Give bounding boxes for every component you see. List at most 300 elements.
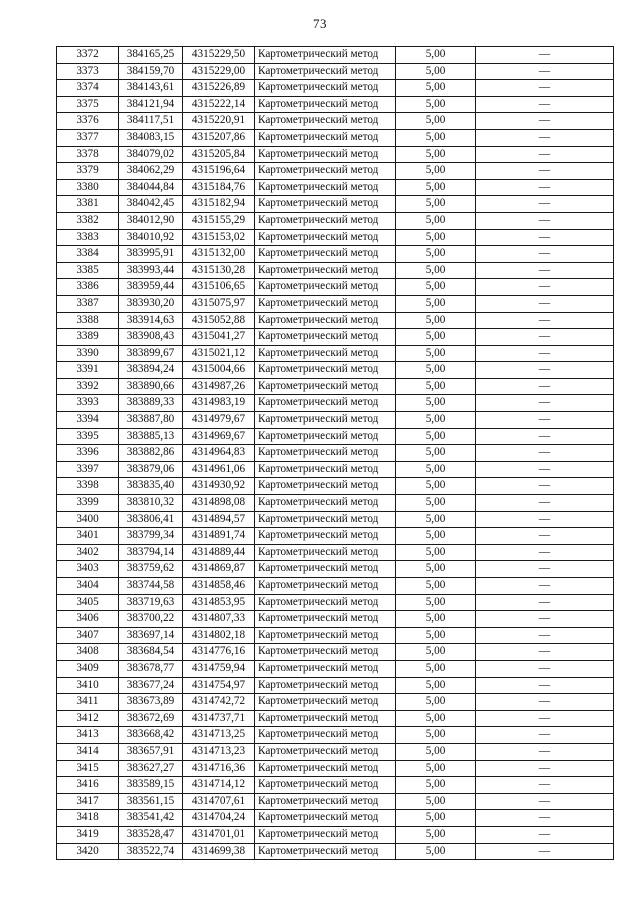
point-number-cell: 3400: [57, 511, 119, 528]
accuracy-cell: 5,00: [396, 594, 476, 611]
point-number-cell: 3404: [57, 578, 119, 595]
table-row: [57, 760, 614, 777]
method-cell: Картометрический метод: [255, 345, 396, 362]
y-coordinate-cell: 4314707,61: [183, 793, 255, 810]
point-number-cell: 3419: [57, 826, 119, 843]
point-number-cell: 3387: [57, 295, 119, 312]
method-cell: Картометрический метод: [255, 611, 396, 628]
point-number-cell: 3412: [57, 710, 119, 727]
y-coordinate-cell: 4315229,50: [183, 47, 255, 64]
point-number-cell: 3416: [57, 777, 119, 794]
table-row: [57, 677, 614, 694]
accuracy-cell: 5,00: [396, 777, 476, 794]
accuracy-cell: 5,00: [396, 262, 476, 279]
table-row: [57, 694, 614, 711]
table-row: [57, 229, 614, 246]
y-coordinate-cell: 4314701,01: [183, 826, 255, 843]
y-coordinate-cell: 4315153,02: [183, 229, 255, 246]
y-coordinate-cell: 4315041,27: [183, 329, 255, 346]
note-cell: —: [476, 279, 614, 296]
method-cell: Картометрический метод: [255, 495, 396, 512]
note-cell: —: [476, 793, 614, 810]
x-coordinate-cell: 383930,20: [119, 295, 183, 312]
method-cell: Картометрический метод: [255, 212, 396, 229]
table-row: [57, 179, 614, 196]
note-cell: —: [476, 810, 614, 827]
coordinates-table-body: [57, 47, 614, 860]
x-coordinate-cell: 383899,67: [119, 345, 183, 362]
y-coordinate-cell: 4314742,72: [183, 694, 255, 711]
method-cell: Картометрический метод: [255, 179, 396, 196]
note-cell: —: [476, 196, 614, 213]
table-row: [57, 47, 614, 64]
accuracy-cell: 5,00: [396, 378, 476, 395]
note-cell: —: [476, 63, 614, 80]
x-coordinate-cell: 383657,91: [119, 743, 183, 760]
method-cell: Картометрический метод: [255, 843, 396, 860]
table-row: [57, 329, 614, 346]
method-cell: Картометрический метод: [255, 378, 396, 395]
accuracy-cell: 5,00: [396, 345, 476, 362]
note-cell: —: [476, 561, 614, 578]
method-cell: Картометрический метод: [255, 295, 396, 312]
point-number-cell: 3392: [57, 378, 119, 395]
accuracy-cell: 5,00: [396, 727, 476, 744]
y-coordinate-cell: 4314858,46: [183, 578, 255, 595]
y-coordinate-cell: 4315184,76: [183, 179, 255, 196]
y-coordinate-cell: 4314961,06: [183, 461, 255, 478]
accuracy-cell: 5,00: [396, 412, 476, 429]
point-number-cell: 3415: [57, 760, 119, 777]
accuracy-cell: 5,00: [396, 129, 476, 146]
method-cell: Картометрический метод: [255, 312, 396, 329]
point-number-cell: 3402: [57, 544, 119, 561]
note-cell: —: [476, 146, 614, 163]
point-number-cell: 3398: [57, 478, 119, 495]
table-row: [57, 146, 614, 163]
method-cell: Картометрический метод: [255, 445, 396, 462]
method-cell: Картометрический метод: [255, 196, 396, 213]
method-cell: Картометрический метод: [255, 777, 396, 794]
x-coordinate-cell: 383882,86: [119, 445, 183, 462]
method-cell: Картометрический метод: [255, 412, 396, 429]
note-cell: —: [476, 743, 614, 760]
point-number-cell: 3374: [57, 80, 119, 97]
y-coordinate-cell: 4314853,95: [183, 594, 255, 611]
table-row: [57, 129, 614, 146]
x-coordinate-cell: 383890,66: [119, 378, 183, 395]
accuracy-cell: 5,00: [396, 329, 476, 346]
x-coordinate-cell: 384012,90: [119, 212, 183, 229]
y-coordinate-cell: 4314754,97: [183, 677, 255, 694]
note-cell: —: [476, 129, 614, 146]
point-number-cell: 3394: [57, 412, 119, 429]
table-row: [57, 644, 614, 661]
note-cell: —: [476, 80, 614, 97]
y-coordinate-cell: 4314713,25: [183, 727, 255, 744]
method-cell: Картометрический метод: [255, 644, 396, 661]
x-coordinate-cell: 383889,33: [119, 395, 183, 412]
y-coordinate-cell: 4314964,83: [183, 445, 255, 462]
y-coordinate-cell: 4315182,94: [183, 196, 255, 213]
y-coordinate-cell: 4314699,38: [183, 843, 255, 860]
method-cell: Картометрический метод: [255, 362, 396, 379]
method-cell: Картометрический метод: [255, 810, 396, 827]
x-coordinate-cell: 383995,91: [119, 246, 183, 263]
y-coordinate-cell: 4315004,66: [183, 362, 255, 379]
accuracy-cell: 5,00: [396, 196, 476, 213]
y-coordinate-cell: 4315052,88: [183, 312, 255, 329]
method-cell: Картометрический метод: [255, 793, 396, 810]
x-coordinate-cell: 383719,63: [119, 594, 183, 611]
y-coordinate-cell: 4315075,97: [183, 295, 255, 312]
note-cell: —: [476, 212, 614, 229]
note-cell: —: [476, 478, 614, 495]
accuracy-cell: 5,00: [396, 627, 476, 644]
note-cell: —: [476, 694, 614, 711]
note-cell: —: [476, 345, 614, 362]
y-coordinate-cell: 4314983,19: [183, 395, 255, 412]
note-cell: —: [476, 611, 614, 628]
table-row: [57, 163, 614, 180]
method-cell: Картометрический метод: [255, 627, 396, 644]
table-row: [57, 362, 614, 379]
accuracy-cell: 5,00: [396, 743, 476, 760]
method-cell: Картометрический метод: [255, 760, 396, 777]
point-number-cell: 3382: [57, 212, 119, 229]
point-number-cell: 3393: [57, 395, 119, 412]
accuracy-cell: 5,00: [396, 611, 476, 628]
note-cell: —: [476, 47, 614, 64]
accuracy-cell: 5,00: [396, 578, 476, 595]
method-cell: Картометрический метод: [255, 710, 396, 727]
method-cell: Картометрический метод: [255, 395, 396, 412]
method-cell: Картометрический метод: [255, 561, 396, 578]
note-cell: —: [476, 395, 614, 412]
table-row: [57, 445, 614, 462]
point-number-cell: 3373: [57, 63, 119, 80]
note-cell: —: [476, 412, 614, 429]
x-coordinate-cell: 384079,02: [119, 146, 183, 163]
y-coordinate-cell: 4314759,94: [183, 660, 255, 677]
note-cell: —: [476, 777, 614, 794]
method-cell: Картометрический метод: [255, 544, 396, 561]
table-row: [57, 627, 614, 644]
note-cell: —: [476, 262, 614, 279]
table-row: [57, 594, 614, 611]
table-row: [57, 345, 614, 362]
x-coordinate-cell: 384062,29: [119, 163, 183, 180]
point-number-cell: 3385: [57, 262, 119, 279]
y-coordinate-cell: 4314979,67: [183, 412, 255, 429]
coordinates-table: [56, 46, 614, 860]
accuracy-cell: 5,00: [396, 395, 476, 412]
note-cell: —: [476, 627, 614, 644]
accuracy-cell: 5,00: [396, 544, 476, 561]
accuracy-cell: 5,00: [396, 47, 476, 64]
table-row: [57, 428, 614, 445]
note-cell: —: [476, 362, 614, 379]
accuracy-cell: 5,00: [396, 146, 476, 163]
accuracy-cell: 5,00: [396, 279, 476, 296]
method-cell: Картометрический метод: [255, 163, 396, 180]
accuracy-cell: 5,00: [396, 163, 476, 180]
accuracy-cell: 5,00: [396, 810, 476, 827]
method-cell: Картометрический метод: [255, 279, 396, 296]
point-number-cell: 3386: [57, 279, 119, 296]
y-coordinate-cell: 4315132,00: [183, 246, 255, 263]
note-cell: —: [476, 677, 614, 694]
method-cell: Картометрический метод: [255, 677, 396, 694]
accuracy-cell: 5,00: [396, 179, 476, 196]
accuracy-cell: 5,00: [396, 561, 476, 578]
y-coordinate-cell: 4314969,67: [183, 428, 255, 445]
method-cell: Картометрический метод: [255, 262, 396, 279]
y-coordinate-cell: 4314716,36: [183, 760, 255, 777]
point-number-cell: 3410: [57, 677, 119, 694]
table-row: [57, 478, 614, 495]
table-row: [57, 578, 614, 595]
x-coordinate-cell: 383959,44: [119, 279, 183, 296]
table-row: [57, 810, 614, 827]
point-number-cell: 3377: [57, 129, 119, 146]
accuracy-cell: 5,00: [396, 694, 476, 711]
point-number-cell: 3409: [57, 660, 119, 677]
x-coordinate-cell: 384010,92: [119, 229, 183, 246]
table-row: [57, 826, 614, 843]
accuracy-cell: 5,00: [396, 428, 476, 445]
point-number-cell: 3408: [57, 644, 119, 661]
x-coordinate-cell: 383835,40: [119, 478, 183, 495]
note-cell: —: [476, 229, 614, 246]
x-coordinate-cell: 383589,15: [119, 777, 183, 794]
table-row: [57, 246, 614, 263]
x-coordinate-cell: 383684,54: [119, 644, 183, 661]
point-number-cell: 3418: [57, 810, 119, 827]
x-coordinate-cell: 383700,22: [119, 611, 183, 628]
method-cell: Картометрический метод: [255, 63, 396, 80]
accuracy-cell: 5,00: [396, 826, 476, 843]
x-coordinate-cell: 384042,45: [119, 196, 183, 213]
y-coordinate-cell: 4314869,87: [183, 561, 255, 578]
x-coordinate-cell: 384044,84: [119, 179, 183, 196]
note-cell: —: [476, 378, 614, 395]
accuracy-cell: 5,00: [396, 246, 476, 263]
accuracy-cell: 5,00: [396, 212, 476, 229]
accuracy-cell: 5,00: [396, 445, 476, 462]
method-cell: Картометрический метод: [255, 478, 396, 495]
accuracy-cell: 5,00: [396, 362, 476, 379]
x-coordinate-cell: 384121,94: [119, 96, 183, 113]
table-row: [57, 96, 614, 113]
y-coordinate-cell: 4314898,08: [183, 495, 255, 512]
x-coordinate-cell: 383879,06: [119, 461, 183, 478]
accuracy-cell: 5,00: [396, 511, 476, 528]
x-coordinate-cell: 383561,15: [119, 793, 183, 810]
note-cell: —: [476, 594, 614, 611]
accuracy-cell: 5,00: [396, 644, 476, 661]
table-row: [57, 412, 614, 429]
table-row: [57, 611, 614, 628]
accuracy-cell: 5,00: [396, 495, 476, 512]
table-row: [57, 793, 614, 810]
point-number-cell: 3403: [57, 561, 119, 578]
x-coordinate-cell: 383541,42: [119, 810, 183, 827]
note-cell: —: [476, 495, 614, 512]
x-coordinate-cell: 384143,61: [119, 80, 183, 97]
note-cell: —: [476, 461, 614, 478]
y-coordinate-cell: 4314894,57: [183, 511, 255, 528]
y-coordinate-cell: 4315226,89: [183, 80, 255, 97]
method-cell: Картометрический метод: [255, 47, 396, 64]
y-coordinate-cell: 4314737,71: [183, 710, 255, 727]
method-cell: Картометрический метод: [255, 528, 396, 545]
method-cell: Картометрический метод: [255, 826, 396, 843]
point-number-cell: 3376: [57, 113, 119, 130]
note-cell: —: [476, 511, 614, 528]
method-cell: Картометрический метод: [255, 428, 396, 445]
point-number-cell: 3399: [57, 495, 119, 512]
x-coordinate-cell: 383806,41: [119, 511, 183, 528]
point-number-cell: 3375: [57, 96, 119, 113]
x-coordinate-cell: 383759,62: [119, 561, 183, 578]
accuracy-cell: 5,00: [396, 113, 476, 130]
accuracy-cell: 5,00: [396, 843, 476, 860]
accuracy-cell: 5,00: [396, 295, 476, 312]
y-coordinate-cell: 4315021,12: [183, 345, 255, 362]
y-coordinate-cell: 4315222,14: [183, 96, 255, 113]
accuracy-cell: 5,00: [396, 760, 476, 777]
method-cell: Картометрический метод: [255, 246, 396, 263]
method-cell: Картометрический метод: [255, 727, 396, 744]
point-number-cell: 3372: [57, 47, 119, 64]
note-cell: —: [476, 727, 614, 744]
x-coordinate-cell: 383673,89: [119, 694, 183, 711]
note-cell: —: [476, 312, 614, 329]
note-cell: —: [476, 528, 614, 545]
y-coordinate-cell: 4315155,29: [183, 212, 255, 229]
y-coordinate-cell: 4315205,84: [183, 146, 255, 163]
point-number-cell: 3405: [57, 594, 119, 611]
method-cell: Картометрический метод: [255, 80, 396, 97]
table-row: [57, 743, 614, 760]
note-cell: —: [476, 428, 614, 445]
table-row: [57, 395, 614, 412]
method-cell: Картометрический метод: [255, 511, 396, 528]
point-number-cell: 3391: [57, 362, 119, 379]
point-number-cell: 3381: [57, 196, 119, 213]
table-row: [57, 295, 614, 312]
note-cell: —: [476, 246, 614, 263]
x-coordinate-cell: 383894,24: [119, 362, 183, 379]
table-row: [57, 113, 614, 130]
note-cell: —: [476, 826, 614, 843]
method-cell: Картометрический метод: [255, 329, 396, 346]
accuracy-cell: 5,00: [396, 528, 476, 545]
y-coordinate-cell: 4314776,16: [183, 644, 255, 661]
x-coordinate-cell: 383672,69: [119, 710, 183, 727]
x-coordinate-cell: 383914,63: [119, 312, 183, 329]
method-cell: Картометрический метод: [255, 694, 396, 711]
note-cell: —: [476, 179, 614, 196]
table-row: [57, 710, 614, 727]
point-number-cell: 3389: [57, 329, 119, 346]
table-row: [57, 544, 614, 561]
x-coordinate-cell: 383668,42: [119, 727, 183, 744]
note-cell: —: [476, 710, 614, 727]
method-cell: Картометрический метод: [255, 660, 396, 677]
note-cell: —: [476, 578, 614, 595]
x-coordinate-cell: 383799,34: [119, 528, 183, 545]
x-coordinate-cell: 383522,74: [119, 843, 183, 860]
table-row: [57, 843, 614, 860]
point-number-cell: 3378: [57, 146, 119, 163]
table-row: [57, 660, 614, 677]
x-coordinate-cell: 384117,51: [119, 113, 183, 130]
note-cell: —: [476, 445, 614, 462]
table-row: [57, 262, 614, 279]
accuracy-cell: 5,00: [396, 96, 476, 113]
y-coordinate-cell: 4314704,24: [183, 810, 255, 827]
x-coordinate-cell: 383794,14: [119, 544, 183, 561]
note-cell: —: [476, 660, 614, 677]
note-cell: —: [476, 96, 614, 113]
point-number-cell: 3420: [57, 843, 119, 860]
x-coordinate-cell: 384165,25: [119, 47, 183, 64]
table-row: [57, 378, 614, 395]
table-row: [57, 777, 614, 794]
y-coordinate-cell: 4314714,12: [183, 777, 255, 794]
y-coordinate-cell: 4314930,92: [183, 478, 255, 495]
y-coordinate-cell: 4315220,91: [183, 113, 255, 130]
point-number-cell: 3388: [57, 312, 119, 329]
point-number-cell: 3414: [57, 743, 119, 760]
y-coordinate-cell: 4314889,44: [183, 544, 255, 561]
point-number-cell: 3417: [57, 793, 119, 810]
y-coordinate-cell: 4315196,64: [183, 163, 255, 180]
table-row: [57, 196, 614, 213]
note-cell: —: [476, 163, 614, 180]
accuracy-cell: 5,00: [396, 461, 476, 478]
table-row: [57, 63, 614, 80]
note-cell: —: [476, 644, 614, 661]
accuracy-cell: 5,00: [396, 710, 476, 727]
point-number-cell: 3390: [57, 345, 119, 362]
x-coordinate-cell: 383908,43: [119, 329, 183, 346]
method-cell: Картометрический метод: [255, 229, 396, 246]
y-coordinate-cell: 4315130,28: [183, 262, 255, 279]
point-number-cell: 3383: [57, 229, 119, 246]
y-coordinate-cell: 4314891,74: [183, 528, 255, 545]
method-cell: Картометрический метод: [255, 743, 396, 760]
accuracy-cell: 5,00: [396, 660, 476, 677]
point-number-cell: 3407: [57, 627, 119, 644]
table-row: [57, 461, 614, 478]
accuracy-cell: 5,00: [396, 229, 476, 246]
y-coordinate-cell: 4315229,00: [183, 63, 255, 80]
accuracy-cell: 5,00: [396, 312, 476, 329]
point-number-cell: 3380: [57, 179, 119, 196]
point-number-cell: 3401: [57, 528, 119, 545]
y-coordinate-cell: 4314713,23: [183, 743, 255, 760]
y-coordinate-cell: 4314802,18: [183, 627, 255, 644]
method-cell: Картометрический метод: [255, 461, 396, 478]
point-number-cell: 3411: [57, 694, 119, 711]
note-cell: —: [476, 843, 614, 860]
table-row: [57, 495, 614, 512]
point-number-cell: 3395: [57, 428, 119, 445]
table-row: [57, 312, 614, 329]
